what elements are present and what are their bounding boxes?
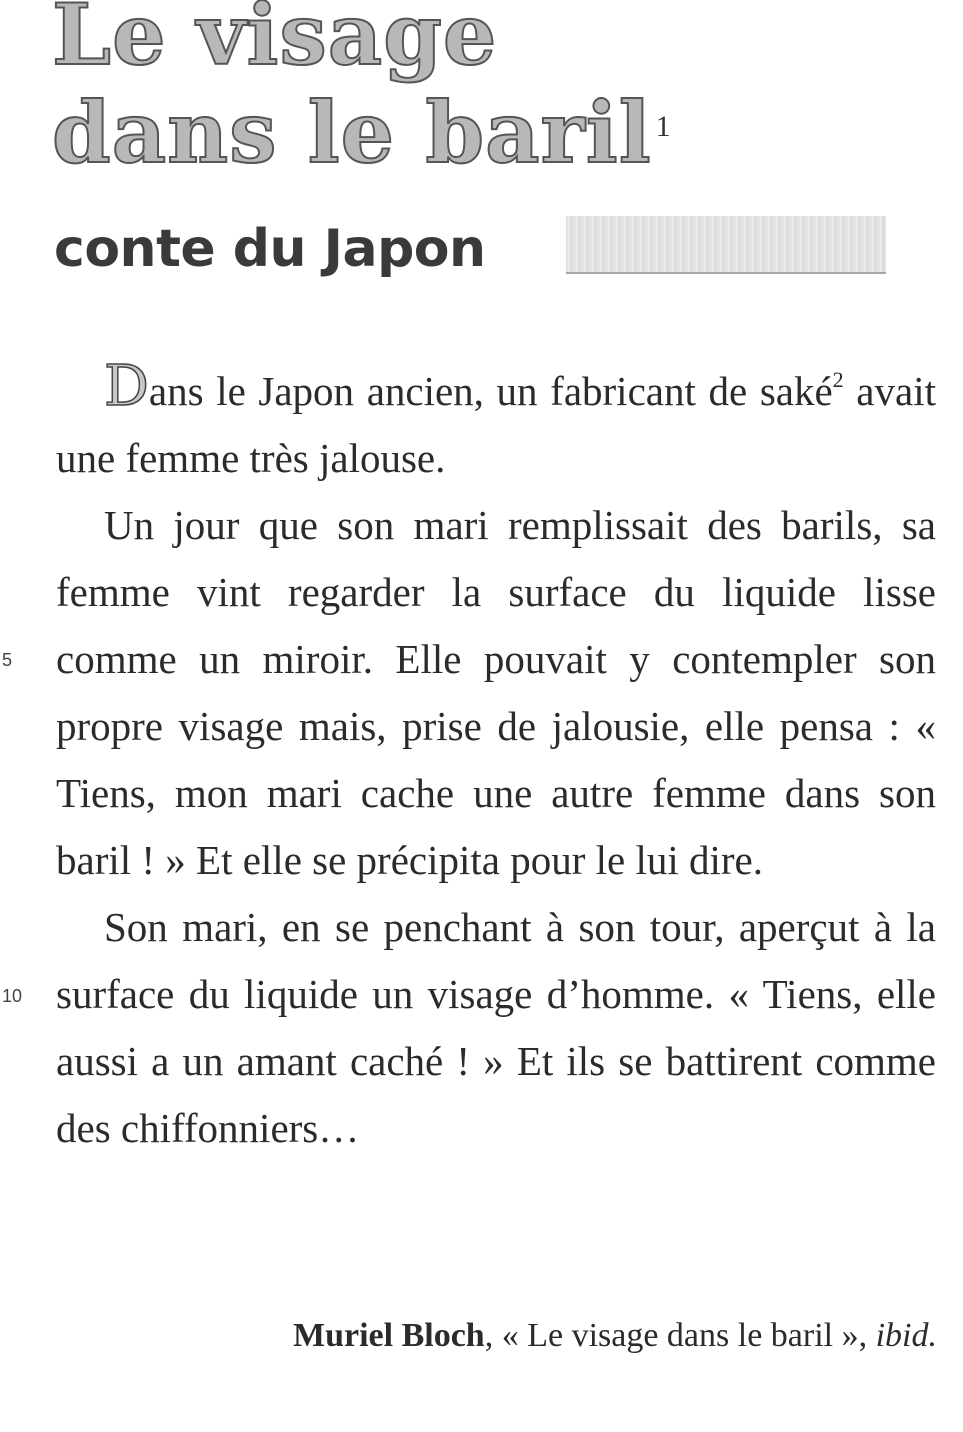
paragraph-3: Son mari, en se penchant à son tour, aperçut à la surface du liquide un visage d’homme. « Tiens, elle aussi a un amant caché ! » Et ils se battirent comme des chiffonniers…: [56, 904, 936, 1151]
title-line-1: Le visage: [52, 0, 498, 84]
title-line-2: [52, 84, 672, 182]
story-text: [56, 354, 936, 1162]
line-number-10: 10: [2, 986, 23, 1006]
title-line-2-text: dans le baril: [52, 83, 652, 182]
paragraph-1-text-b: avait une femme très jalouse.: [56, 368, 936, 481]
subtitle: conte du Japon: [54, 219, 486, 279]
line-number-5: 5: [2, 650, 13, 670]
attribution-title: , « Le visage dans le baril »,: [484, 1317, 876, 1354]
page-title: [52, 0, 672, 182]
paragraph-2: Un jour que son mari remplissait des barils, sa femme vint regarder la surface du liquide lisse comme un miroir. Elle pouvait y contempler son propre visage mais, prise de jalousie, elle pensa : « Tiens, mon mari cache une autre femme dans son baril ! » Et elle se précipita pour le lui dire.: [56, 502, 936, 883]
paragraph-1-text-a: ans le Japon ancien, un fabricant de saké: [148, 368, 833, 414]
attribution-source: ibid.: [875, 1317, 937, 1354]
shaded-label-box: [566, 216, 886, 274]
attribution: [293, 1314, 937, 1358]
footnote-marker-2: 2: [832, 367, 844, 392]
title-footnote-marker: 1: [655, 110, 672, 143]
attribution-author: Muriel Bloch: [293, 1317, 485, 1354]
paragraph-1: [56, 354, 936, 492]
drop-cap: D: [104, 354, 149, 419]
